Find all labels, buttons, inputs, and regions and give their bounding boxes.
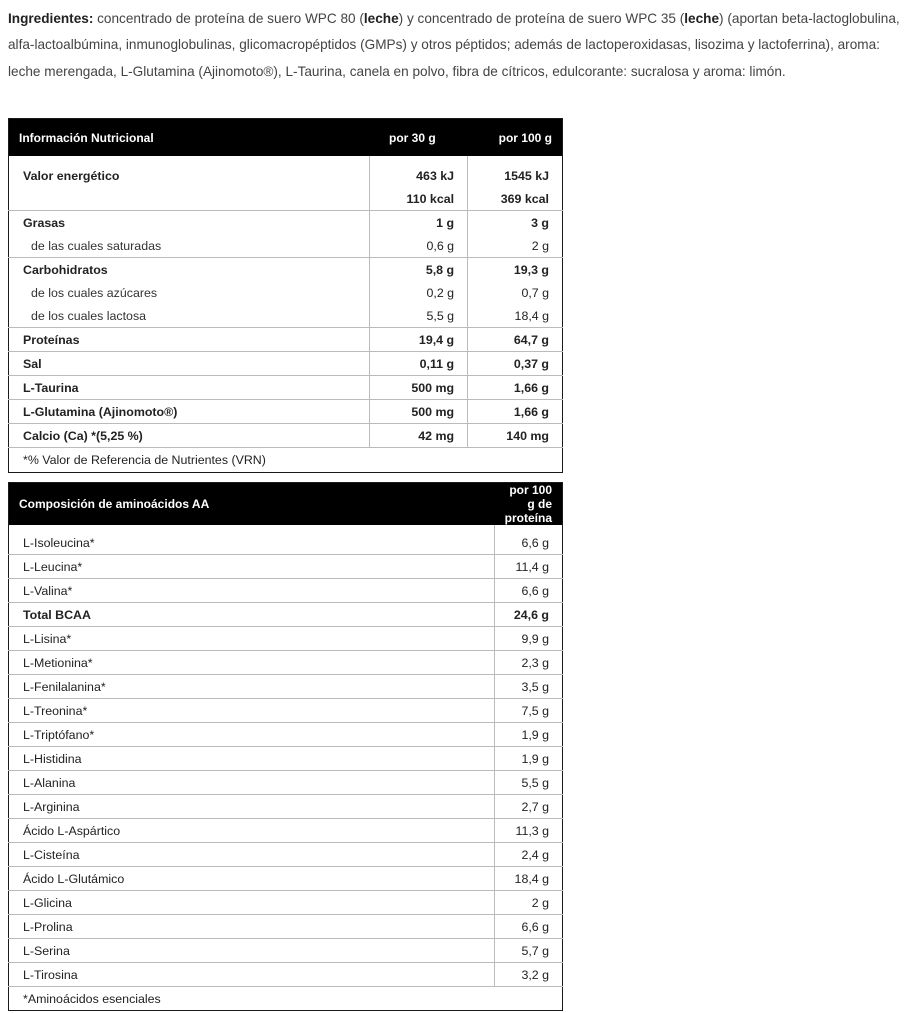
nutrient-value-30g: 5,5 g — [369, 304, 468, 328]
amino-row — [9, 555, 563, 579]
nutrient-value-100g: 140 mg — [468, 424, 563, 448]
amino-acid-value: 5,5 g — [495, 771, 563, 795]
nutrition-row — [9, 400, 563, 424]
amino-acid-name: L-Arginina — [9, 795, 495, 819]
amino-row — [9, 771, 563, 795]
amino-acid-name: L-Cisteína — [9, 843, 495, 867]
amino-acid-name: L-Histidina — [9, 747, 495, 771]
amino-acid-name: L-Fenilalanina* — [9, 675, 495, 699]
nutrition-note-row — [9, 448, 563, 473]
amino-row — [9, 699, 563, 723]
amino-acid-name: L-Isoleucina* — [23, 535, 95, 550]
amino-acid-value: 3,5 g — [495, 675, 563, 699]
nutrient-value-30g: 500 mg — [369, 376, 468, 400]
nutrient-value-30g: 0,6 g — [369, 234, 468, 258]
nutrient-value-100g: 64,7 g — [468, 328, 563, 352]
nutrient-label: Grasas — [9, 211, 370, 235]
amino-acid-name: Ácido L-Glutámico — [9, 867, 495, 891]
nutrient-label: de los cuales azúcares — [31, 285, 158, 300]
amino-acid-name: L-Prolina — [9, 915, 495, 939]
nutrition-row — [9, 156, 563, 187]
amino-row — [9, 915, 563, 939]
nutrient-label: Proteínas — [9, 328, 370, 352]
nutrition-header-label: Información Nutricional — [9, 119, 370, 157]
amino-acid-value: 11,4 g — [495, 555, 563, 579]
nutrient-value-30g: 5,8 g — [369, 258, 468, 282]
nutrition-row — [9, 304, 563, 328]
amino-acid-name: L-Treonina* — [9, 699, 495, 723]
amino-acid-value: 24,6 g — [495, 603, 563, 627]
amino-acid-name: L-Leucina* — [9, 555, 495, 579]
ingredients-label: Ingredientes: — [8, 11, 94, 26]
amino-row — [9, 627, 563, 651]
ingredients-text — [8, 6, 913, 85]
nutrient-value-100g: 369 kcal — [468, 187, 563, 211]
nutrient-label: de las cuales saturadas — [31, 238, 162, 253]
amino-header-label: Composición de aminoácidos AA — [9, 483, 495, 526]
amino-rows — [9, 525, 563, 1011]
amino-header-value: por 100 g de proteína — [495, 483, 563, 526]
nutrient-value-100g: 1,66 g — [468, 376, 563, 400]
nutrient-label: de los cuales lactosa — [31, 308, 147, 323]
nutrition-footnote: *% Valor de Referencia de Nutrientes (VRN) — [9, 448, 563, 473]
amino-acid-name: L-Tirosina — [9, 963, 495, 987]
nutrient-value-100g: 1,66 g — [468, 400, 563, 424]
amino-row — [9, 603, 563, 627]
ingredients-part: ) (aportan beta-lactoglobulina, alfa-lactoalbúmina, inmunoglobulinas, glicomacropéptidos (GMPs) y otros péptidos; además de lactoperoxidasas, lisozima y lactoferrina), aroma: leche merengada, L-Glutamina (Ajinomoto®), L-Taurina, canela en polvo, fibra de cítricos, edulcorante: sucralosa y aroma: limón. — [8, 11, 900, 79]
amino-acid-value: 2,4 g — [495, 843, 563, 867]
nutrient-value-30g: 500 mg — [369, 400, 468, 424]
nutrition-row — [9, 424, 563, 448]
nutrient-value-100g: 1545 kJ — [468, 156, 563, 187]
nutrient-value-30g: 42 mg — [369, 424, 468, 448]
nutrient-label: Carbohidratos — [9, 258, 370, 282]
amino-acid-value: 6,6 g — [495, 525, 563, 555]
amino-acid-value: 1,9 g — [495, 747, 563, 771]
nutrition-header-30g: por 30 g — [369, 119, 468, 157]
amino-acid-value: 18,4 g — [495, 867, 563, 891]
nutrient-label: L-Glutamina (Ajinomoto®) — [9, 400, 370, 424]
amino-row — [9, 651, 563, 675]
nutrition-row — [9, 211, 563, 235]
nutrient-label: Valor energético — [23, 168, 120, 183]
nutrient-label: Calcio (Ca) *(5,25 %) — [9, 424, 370, 448]
nutrition-row — [9, 352, 563, 376]
nutrient-value-30g: 110 kcal — [369, 187, 468, 211]
amino-acid-value: 5,7 g — [495, 939, 563, 963]
amino-acid-value: 6,6 g — [495, 915, 563, 939]
amino-acid-name: L-Metionina* — [9, 651, 495, 675]
nutrition-row — [9, 328, 563, 352]
nutrition-row — [9, 376, 563, 400]
amino-acid-name: Ácido L-Aspártico — [9, 819, 495, 843]
nutrient-value-100g: 18,4 g — [468, 304, 563, 328]
amino-acid-value: 3,2 g — [495, 963, 563, 987]
nutrition-header-row — [9, 119, 563, 157]
nutrient-value-30g: 463 kJ — [369, 156, 468, 187]
amino-header-row — [9, 483, 563, 526]
nutrient-value-30g: 0,11 g — [369, 352, 468, 376]
nutrient-label: L-Taurina — [9, 376, 370, 400]
amino-acid-name: L-Alanina — [9, 771, 495, 795]
nutrient-value-100g: 2 g — [468, 234, 563, 258]
amino-row — [9, 843, 563, 867]
nutrient-value-100g: 0,37 g — [468, 352, 563, 376]
nutrition-row — [9, 258, 563, 282]
ingredients-part: concentrado de proteína de suero WPC 80 ( — [93, 11, 364, 26]
amino-acid-value: 11,3 g — [495, 819, 563, 843]
amino-row — [9, 891, 563, 915]
amino-acid-value: 2,3 g — [495, 651, 563, 675]
amino-row — [9, 579, 563, 603]
nutrition-row — [9, 187, 563, 211]
amino-acid-value: 7,5 g — [495, 699, 563, 723]
amino-row — [9, 675, 563, 699]
amino-acid-name: L-Glicina — [9, 891, 495, 915]
nutrient-value-30g: 0,2 g — [369, 281, 468, 304]
amino-row — [9, 723, 563, 747]
nutrient-label: Sal — [9, 352, 370, 376]
amino-acid-name: L-Serina — [9, 939, 495, 963]
nutrient-value-100g: 3 g — [468, 211, 563, 235]
nutrient-label — [9, 187, 370, 211]
amino-acid-table — [8, 482, 563, 1011]
amino-row — [9, 525, 563, 555]
amino-row — [9, 867, 563, 891]
amino-row — [9, 819, 563, 843]
amino-acid-value: 1,9 g — [495, 723, 563, 747]
amino-footnote: *Aminoácidos esenciales — [9, 987, 563, 1011]
ingredients-part: ) y concentrado de proteína de suero WPC 35 ( — [398, 11, 685, 26]
amino-acid-value: 9,9 g — [495, 627, 563, 651]
amino-row — [9, 939, 563, 963]
nutrient-value-100g: 0,7 g — [468, 281, 563, 304]
nutrition-header-100g: por 100 g — [468, 119, 563, 157]
nutrition-table — [8, 118, 563, 473]
nutrient-value-30g: 19,4 g — [369, 328, 468, 352]
amino-acid-name: Total BCAA — [9, 603, 495, 627]
amino-row — [9, 795, 563, 819]
amino-note-row — [9, 987, 563, 1011]
amino-acid-name: L-Triptófano* — [9, 723, 495, 747]
amino-acid-value: 2,7 g — [495, 795, 563, 819]
nutrient-value-100g: 19,3 g — [468, 258, 563, 282]
nutrition-row — [9, 281, 563, 304]
nutrient-value-30g: 1 g — [369, 211, 468, 235]
amino-acid-value: 2 g — [495, 891, 563, 915]
amino-acid-name: L-Valina* — [9, 579, 495, 603]
nutrition-row — [9, 234, 563, 258]
amino-acid-value: 6,6 g — [495, 579, 563, 603]
allergen: leche — [363, 11, 399, 26]
amino-row — [9, 963, 563, 987]
allergen: leche — [684, 11, 720, 26]
amino-acid-name: L-Lisina* — [9, 627, 495, 651]
amino-row — [9, 747, 563, 771]
